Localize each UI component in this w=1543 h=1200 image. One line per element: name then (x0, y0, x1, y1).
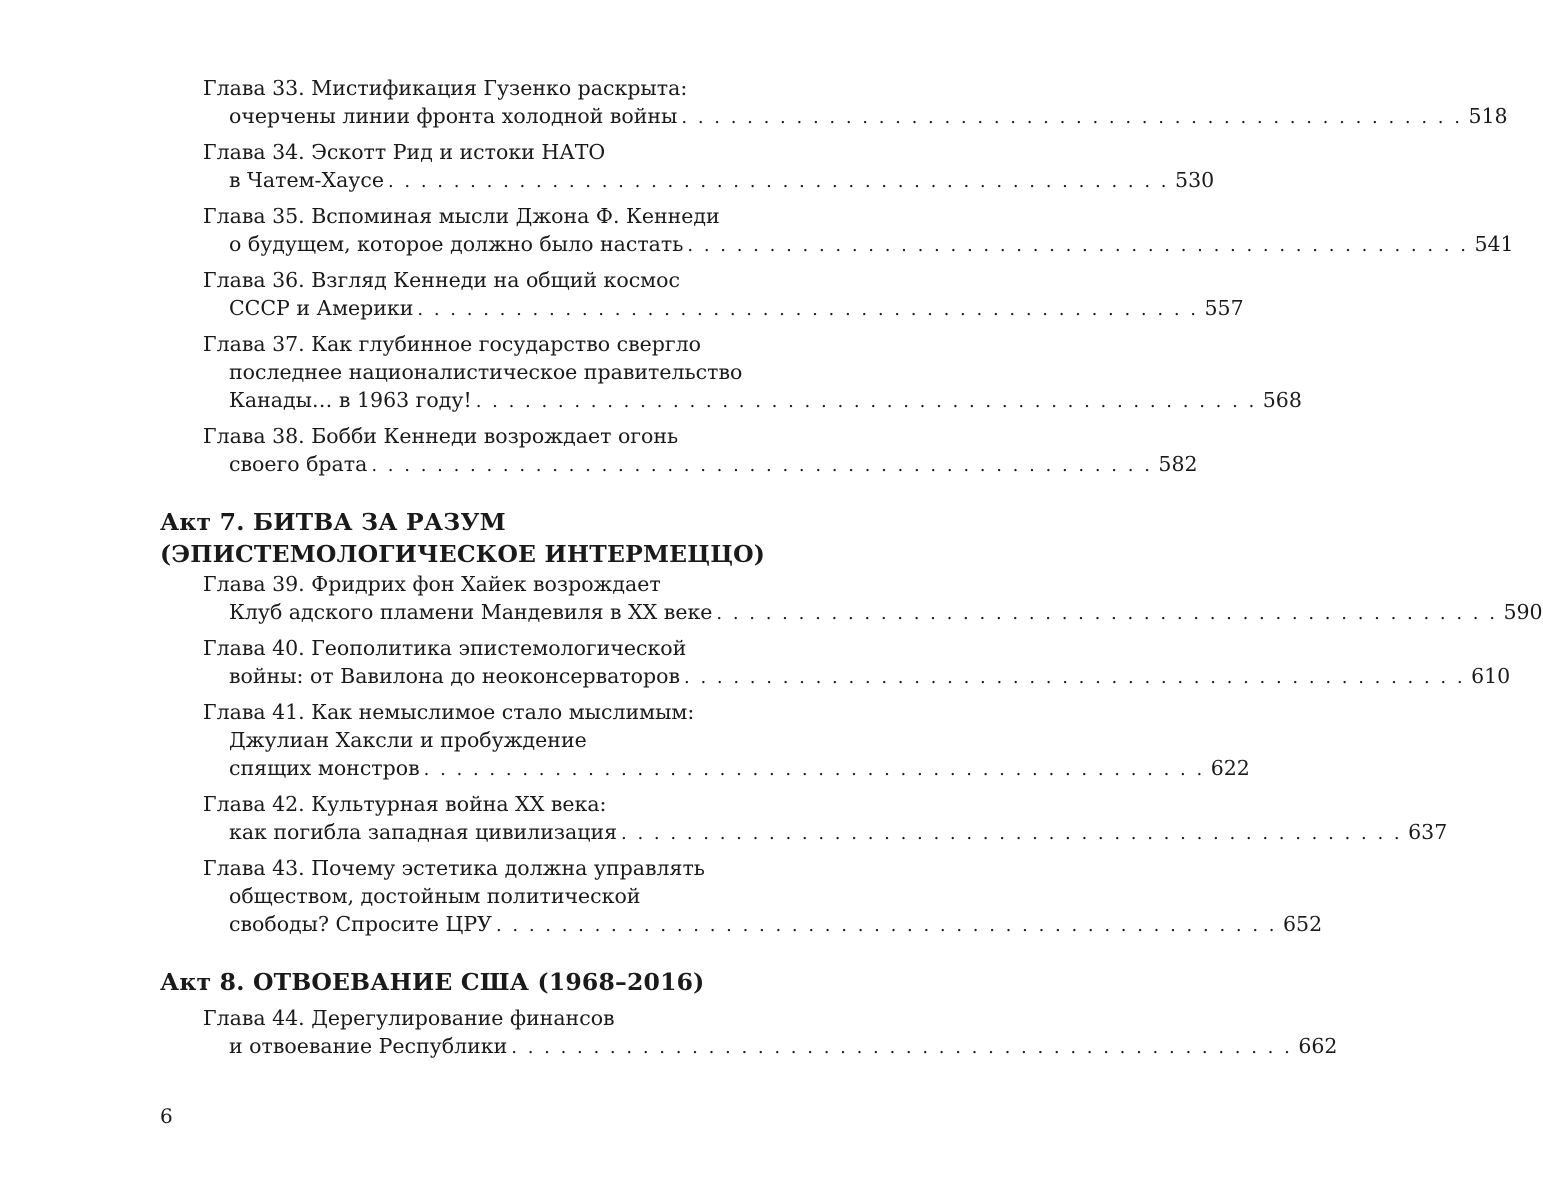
toc-entry-line: Глава 38. Бобби Кеннеди возрождает огонь (203, 424, 679, 448)
toc-entry-last-line (229, 294, 1244, 324)
toc-entry-line: Глава 43. Почему эстетика должна управлять (203, 856, 705, 880)
page-number: 590 (1503, 600, 1543, 624)
toc-entry-last-line (229, 598, 1543, 628)
toc-entry-last-line (229, 910, 1323, 940)
toc-entry-line: Глава 44. Дерегулирование финансов (203, 1006, 615, 1030)
dot-leader: . . . . . . . . . . . . . . . . . . . . . . . . . . . . . . . . . . . . . . . . . . . . . . . . (681, 107, 1463, 128)
dot-leader: . . . . . . . . . . . . . . . . . . . . . . . . . . . . . . . . . . . . . . . . . . . . . . . . (387, 171, 1170, 192)
toc-entry-last-line (229, 386, 1302, 416)
toc-entry-line: очерчены линии фронта холодной войны (229, 104, 678, 128)
toc-entry-last-line (229, 230, 1514, 260)
toc-entry-line: войны: от Вавилона до неоконсерваторов (229, 664, 681, 688)
dot-leader: . . . . . . . . . . . . . . . . . . . . . . . . . . . . . . . . . . . . . . . . . . . . . . . . (417, 299, 1199, 320)
toc-entry-line: как погибла западная цивилизация (229, 820, 618, 844)
page-number: 582 (1158, 452, 1198, 476)
dot-leader: . . . . . . . . . . . . . . . . . . . . . . . . . . . . . . . . . . . . . . . . . . . . . . . . (475, 391, 1257, 412)
folio-page-number: 6 (160, 1104, 173, 1128)
page-number: 541 (1474, 232, 1514, 256)
dot-leader: . . . . . . . . . . . . . . . . . . . . . . . . . . . . . . . . . . . . . . . . . . . . . . . . (423, 759, 1205, 780)
toc-entry-line: Глава 36. Взгляд Кеннеди на общий космос (203, 268, 680, 292)
toc-entry-line: Глава 42. Культурная война XX века: (203, 792, 607, 816)
page-number: 518 (1468, 104, 1508, 128)
dot-leader: . . . . . . . . . . . . . . . . . . . . . . . . . . . . . . . . . . . . . . . . . . . . . . . . (495, 915, 1277, 936)
dot-leader: . . . . . . . . . . . . . . . . . . . . . . . . . . . . . . . . . . . . . . . . . . . . . . . . (684, 667, 1466, 688)
toc-entry-line: Глава 40. Геополитика эпистемологической (203, 636, 687, 660)
act-heading: Акт 7. БИТВА ЗА РАЗУМ (160, 508, 506, 536)
toc-entry-line: Глава 37. Как глубинное государство свергло (203, 332, 701, 356)
toc-entry-last-line (229, 450, 1198, 480)
toc-entry-line: Джулиан Хаксли и пробуждение (229, 728, 587, 752)
toc-entry-line: Глава 33. Мистификация Гузенко раскрыта: (203, 76, 688, 100)
toc-entry-line: СССР и Америки (229, 296, 414, 320)
act-heading: (ЭПИСТЕМОЛОГИЧЕСКОЕ ИНТЕРМЕЦЦО) (160, 540, 766, 568)
page-number: 557 (1204, 296, 1244, 320)
dot-leader: . . . . . . . . . . . . . . . . . . . . . . . . . . . . . . . . . . . . . . . . . . . . . . . . (621, 823, 1403, 844)
toc-entry-line: и отвоевание Республики (229, 1034, 508, 1058)
toc-entry-line: о будущем, которое должно было настать (229, 232, 684, 256)
toc-entry-line: Клуб адского пламени Мандевиля в XX веке (229, 600, 713, 624)
page-number: 652 (1283, 912, 1323, 936)
dot-leader: . . . . . . . . . . . . . . . . . . . . . . . . . . . . . . . . . . . . . . . . . . . . . . . . (716, 603, 1498, 624)
toc-entry-line: в Чатем-Хаусе (229, 168, 384, 192)
act-heading: Акт 8. ОТВОЕВАНИЕ США (1968–2016) (160, 968, 705, 996)
toc-entry-line: свободы? Спросите ЦРУ (229, 912, 492, 936)
toc-entry-last-line (229, 818, 1448, 848)
toc-entry-line: Глава 41. Как немыслимое стало мыслимым: (203, 700, 695, 724)
toc-entry-last-line (229, 1032, 1338, 1062)
page-number: 530 (1175, 168, 1215, 192)
toc-entry-line: Глава 39. Фридрих фон Хайек возрождает (203, 572, 661, 596)
toc-entry-line: Глава 34. Эскотт Рид и истоки НАТО (203, 140, 606, 164)
toc-entry-line: своего брата (229, 452, 368, 476)
page-number: 622 (1210, 756, 1250, 780)
toc-entry-last-line (229, 166, 1215, 196)
toc-entry-last-line (229, 754, 1250, 784)
page-number: 568 (1262, 388, 1302, 412)
toc-entry-line: Канады… в 1963 году! (229, 388, 472, 412)
toc-entry-last-line (229, 102, 1508, 132)
dot-leader: . . . . . . . . . . . . . . . . . . . . . . . . . . . . . . . . . . . . . . . . . . . . . . . . (371, 455, 1153, 476)
toc-entry-line: спящих монстров (229, 756, 420, 780)
page-number: 662 (1298, 1034, 1338, 1058)
dot-leader: . . . . . . . . . . . . . . . . . . . . . . . . . . . . . . . . . . . . . . . . . . . . . . . . (511, 1037, 1293, 1058)
page-number: 637 (1408, 820, 1448, 844)
page-number: 610 (1471, 664, 1511, 688)
dot-leader: . . . . . . . . . . . . . . . . . . . . . . . . . . . . . . . . . . . . . . . . . . . . . . . . (687, 235, 1469, 256)
toc-entry-line: обществом, достойным политической (229, 884, 641, 908)
toc-entry-line: Глава 35. Вспоминая мысли Джона Ф. Кеннеди (203, 204, 720, 228)
toc-entry-last-line (229, 662, 1511, 692)
toc-entry-line: последнее националистическое правительство (229, 360, 743, 384)
